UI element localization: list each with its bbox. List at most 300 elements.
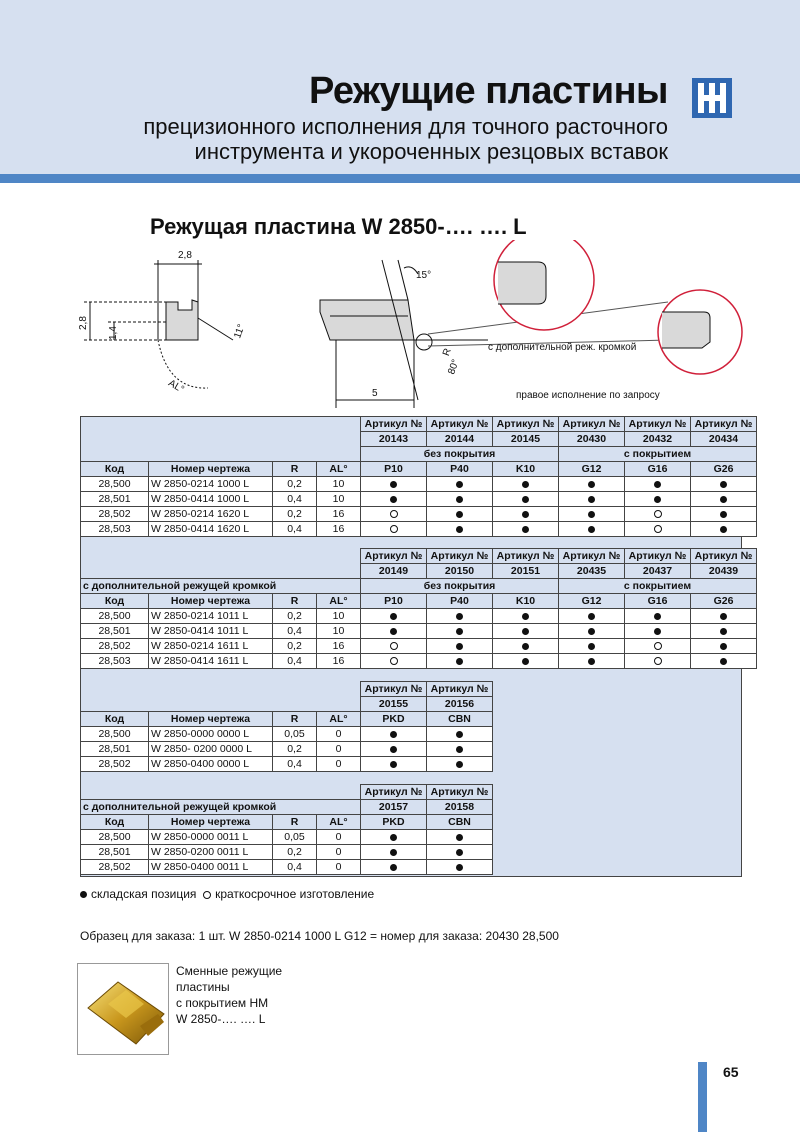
stock-dot-icon [456,849,463,856]
col-header-drawing: Номер чертежа [149,462,273,477]
article-label: Артикул № [361,549,427,564]
stock-dot-icon [390,496,397,503]
availability-cell [361,522,427,537]
availability-cell [361,507,427,522]
blank-cell [81,682,361,697]
availability-cell [691,639,757,654]
stock-dot-icon [456,496,463,503]
r-cell: 0,4 [273,757,317,772]
photo-caption [176,963,282,1027]
article-label: Артикул № [691,417,757,432]
article-number: 20150 [427,564,493,579]
stock-dot-icon [588,628,595,635]
stock-dot-icon [456,761,463,768]
stock-dot-icon [720,658,727,665]
article-number-row [81,800,493,815]
code-cell: 28,502 [81,860,149,875]
drawing-cell: W 2850-0414 1000 L [149,492,273,507]
article-label: Артикул № [625,417,691,432]
r-cell: 0,2 [273,507,317,522]
blank-cell [81,417,361,432]
short-term-ring-icon [390,642,398,650]
availability-cell [427,860,493,875]
code-cell: 28,501 [81,845,149,860]
article-label: Артикул № [493,549,559,564]
page-title: Режущие пластины [309,70,668,112]
dim-top-label: 2,8 [178,250,192,261]
stock-dot-icon [588,643,595,650]
code-cell: 28,502 [81,757,149,772]
r-cell: 0,2 [273,742,317,757]
article-label: Артикул № [427,682,493,697]
article-number: 20432 [625,432,691,447]
photo-caption-line: Сменные режущие [176,964,283,978]
short-term-ring-icon [654,657,662,665]
stock-dot-icon [588,658,595,665]
article-label: Артикул № [427,785,493,800]
angle-top-label: 15° [416,270,432,281]
article-label: Артикул № [625,549,691,564]
drawing-cell: W 2850-0214 1611 L [149,639,273,654]
group-uncoated: без покрытия [361,447,559,462]
column-header-row [81,462,757,477]
article-number-row [81,564,757,579]
code-cell: 28,500 [81,609,149,624]
grade-header: G16 [625,462,691,477]
availability-cell [427,609,493,624]
article-label: Артикул № [559,417,625,432]
article-number: 20156 [427,697,493,712]
blank-cell [81,697,361,712]
article-number: 20151 [493,564,559,579]
brand-logo [692,78,732,118]
stock-dot-icon [588,511,595,518]
article-label: Артикул № [691,549,757,564]
availability-cell [691,477,757,492]
grade-header: G26 [691,462,757,477]
grade-header: G12 [559,594,625,609]
insert-photo [77,963,169,1055]
code-cell: 28,503 [81,654,149,669]
code-cell: 28,500 [81,477,149,492]
short-term-ring-icon [203,891,211,899]
availability-cell [559,624,625,639]
availability-cell [361,609,427,624]
availability-cell [493,522,559,537]
table-row [81,609,757,624]
code-cell: 28,501 [81,742,149,757]
page-subtitle-line1: прецизионного исполнения для точного расточного [143,114,668,139]
article-number: 20158 [427,800,493,815]
al-cell: 0 [317,860,361,875]
col-header-al: AL° [317,815,361,830]
stock-dot-icon [456,481,463,488]
column-header-row [81,594,757,609]
r-cell: 0,4 [273,522,317,537]
stock-dot-icon [390,746,397,753]
dim-bottom-label: 5 [372,388,378,399]
availability-cell [559,492,625,507]
availability-cell [361,492,427,507]
code-cell: 28,503 [81,522,149,537]
availability-cell [559,522,625,537]
r-cell: 0,4 [273,860,317,875]
col-header-drawing: Номер чертежа [149,712,273,727]
al-cell: 0 [317,727,361,742]
code-cell: 28,502 [81,639,149,654]
table-row [81,639,757,654]
availability-cell [427,477,493,492]
dim-left-inner-label: 1,4 [108,326,119,340]
stock-dot-icon [588,526,595,533]
article-number: 20434 [691,432,757,447]
al-cell: 10 [317,624,361,639]
column-header-row [81,712,493,727]
al-cell: 10 [317,477,361,492]
stock-dot-icon [390,864,397,871]
availability-cell [493,477,559,492]
stock-dot-icon [456,864,463,871]
table2-table [80,548,757,669]
stock-dot-icon [456,643,463,650]
grade-header: P40 [427,594,493,609]
short-term-ring-icon [654,642,662,650]
article-label-row [81,785,493,800]
availability-cell [691,492,757,507]
stock-dot-icon [522,613,529,620]
stock-dot-icon [654,481,661,488]
availability-cell [361,727,427,742]
code-cell: 28,500 [81,830,149,845]
r-cell: 0,2 [273,639,317,654]
stock-dot-icon [456,613,463,620]
article-number-row [81,697,493,712]
table-row [81,654,757,669]
stock-dot-icon [720,643,727,650]
table-row [81,742,493,757]
photo-caption-line: пластины [176,980,230,994]
stock-dot-icon [720,613,727,620]
stock-dot-icon [390,481,397,488]
article-number: 20149 [361,564,427,579]
drawing-cell: W 2850-0214 1011 L [149,609,273,624]
article-number: 20155 [361,697,427,712]
section-title: Режущая пластина W 2850-…. …. L [150,214,527,239]
stock-dot-icon [456,834,463,841]
grade-header: K10 [493,462,559,477]
col-header-code: Код [81,815,149,830]
availability-cell [361,639,427,654]
stock-dot-icon [720,628,727,635]
table1-table [80,416,757,537]
availability-cell [559,609,625,624]
extra-edge-label: с дополнительной режущей кромкой [81,800,361,815]
code-cell: 28,501 [81,492,149,507]
stock-dot-icon [522,481,529,488]
article-label: Артикул № [361,785,427,800]
availability-cell [427,757,493,772]
r-cell: 0,2 [273,477,317,492]
grade-header: K10 [493,594,559,609]
angle-right-label: 11° [232,322,248,341]
stock-dot-icon [390,613,397,620]
r-cell: 0,4 [273,654,317,669]
availability-cell [691,654,757,669]
callout-extra-edge: с дополнительной реж. кромкой [488,342,637,353]
stock-dot-icon [390,849,397,856]
photo-caption-line: с покрытием HM [176,996,269,1010]
stock-dot-icon [80,891,87,898]
grade-header: P10 [361,462,427,477]
availability-cell [691,609,757,624]
drawing-cell: W 2850-0000 0011 L [149,830,273,845]
grade-header: PKD [361,712,427,727]
stock-dot-icon [720,511,727,518]
article-number: 20439 [691,564,757,579]
al-cell: 0 [317,757,361,772]
availability-cell [427,845,493,860]
table-row [81,522,757,537]
stock-dot-icon [522,628,529,635]
article-number: 20143 [361,432,427,447]
availability-cell [493,609,559,624]
article-label: Артикул № [427,549,493,564]
extra-edge-label: с дополнительной режущей кромкой [81,579,361,594]
availability-cell [625,639,691,654]
drawing-cell: W 2850-0400 0011 L [149,860,273,875]
availability-cell [625,654,691,669]
angle-80-label: 80° [446,358,462,377]
article-label: Артикул № [493,417,559,432]
drawing-cell: W 2850- 0200 0000 L [149,742,273,757]
article-label: Артикул № [559,549,625,564]
availability-cell [427,507,493,522]
blank-cell [81,785,361,800]
short-term-ring-icon [390,525,398,533]
article-number-row [81,432,757,447]
article-label-row [81,549,757,564]
availability-cell [427,522,493,537]
al-cell: 16 [317,522,361,537]
col-header-code: Код [81,462,149,477]
grade-header: CBN [427,815,493,830]
stock-dot-icon [456,526,463,533]
availability-cell [493,507,559,522]
stock-dot-icon [456,731,463,738]
availability-cell [361,654,427,669]
article-number: 20145 [493,432,559,447]
availability-cell [691,624,757,639]
availability-cell [427,492,493,507]
group-row [81,579,757,594]
code-cell: 28,502 [81,507,149,522]
al-cell: 0 [317,845,361,860]
stock-dot-icon [654,496,661,503]
article-label: Артикул № [361,417,427,432]
table4-table [80,784,493,875]
article-label: Артикул № [427,417,493,432]
blank-cell [81,447,361,462]
legend-short-term: краткосрочное изготовление [215,887,375,901]
article-number: 20144 [427,432,493,447]
legend-stock: складская позиция [91,887,197,901]
table-row [81,507,757,522]
stock-dot-icon [390,834,397,841]
stock-dot-icon [390,628,397,635]
col-header-al: AL° [317,462,361,477]
al-cell: 0 [317,742,361,757]
availability-cell [559,507,625,522]
al-cell: 10 [317,492,361,507]
grade-header: CBN [427,712,493,727]
col-header-code: Код [81,712,149,727]
table-row [81,860,493,875]
page-accent-bar [698,1062,707,1132]
article-number: 20157 [361,800,427,815]
al-cell: 0 [317,830,361,845]
availability-cell [625,609,691,624]
stock-dot-icon [390,761,397,768]
grade-header: G12 [559,462,625,477]
stock-dot-icon [720,496,727,503]
table-row [81,492,757,507]
al-cell: 16 [317,507,361,522]
dim-left-outer-label: 2,8 [78,316,89,330]
short-term-ring-icon [654,510,662,518]
article-label-row [81,682,493,697]
stock-dot-icon [720,481,727,488]
group-coated: с покрытием [559,579,757,594]
availability-cell [493,624,559,639]
availability-cell [427,654,493,669]
drawing-cell: W 2850-0214 1620 L [149,507,273,522]
article-label-row [81,417,757,432]
stock-dot-icon [522,643,529,650]
col-header-r: R [273,462,317,477]
availability-cell [625,522,691,537]
drawing-cell: W 2850-0414 1620 L [149,522,273,537]
availability-cell [361,757,427,772]
angle-al-label: AL° [166,377,186,396]
availability-cell [559,639,625,654]
availability-cell [559,654,625,669]
col-header-drawing: Номер чертежа [149,594,273,609]
code-cell: 28,500 [81,727,149,742]
radius-label: R [440,346,454,358]
article-label: Артикул № [361,682,427,697]
legend [80,887,374,901]
drawing-cell: W 2850-0414 1011 L [149,624,273,639]
availability-cell [625,507,691,522]
stock-dot-icon [654,613,661,620]
r-cell: 0,2 [273,845,317,860]
availability-cell [625,624,691,639]
table-row [81,845,493,860]
stock-dot-icon [456,746,463,753]
availability-cell [361,830,427,845]
al-cell: 16 [317,654,361,669]
page-number: 65 [723,1064,739,1080]
insert-technical-drawing [68,240,748,412]
stock-dot-icon [456,658,463,665]
short-term-ring-icon [390,657,398,665]
table-row [81,757,493,772]
table-row [81,830,493,845]
drawing-cell: W 2850-0400 0000 L [149,757,273,772]
stock-dot-icon [390,731,397,738]
availability-cell [427,727,493,742]
availability-cell [361,742,427,757]
stock-dot-icon [522,658,529,665]
stock-dot-icon [588,496,595,503]
drawing-cell: W 2850-0214 1000 L [149,477,273,492]
table-row [81,624,757,639]
stock-dot-icon [456,628,463,635]
r-cell: 0,05 [273,727,317,742]
blank-cell [81,564,361,579]
availability-cell [493,492,559,507]
availability-cell [427,830,493,845]
stock-dot-icon [654,628,661,635]
stock-dot-icon [522,496,529,503]
grade-header: P10 [361,594,427,609]
stock-dot-icon [588,481,595,488]
col-header-r: R [273,594,317,609]
availability-cell [559,477,625,492]
code-cell: 28,501 [81,624,149,639]
stock-dot-icon [522,526,529,533]
column-header-row [81,815,493,830]
col-header-al: AL° [317,594,361,609]
callout-right-version: правое исполнение по запросу [516,390,660,401]
col-header-drawing: Номер чертежа [149,815,273,830]
drawing-cell: W 2850-0000 0000 L [149,727,273,742]
group-uncoated: без покрытия [361,579,559,594]
table3-table [80,681,493,772]
col-header-r: R [273,712,317,727]
stock-dot-icon [522,511,529,518]
stock-dot-icon [588,613,595,620]
header-stripe [0,174,800,183]
r-cell: 0,05 [273,830,317,845]
drawing-cell: W 2850-0414 1611 L [149,654,273,669]
grade-header: G26 [691,594,757,609]
blank-cell [81,549,361,564]
stock-dot-icon [456,511,463,518]
col-header-r: R [273,815,317,830]
al-cell: 16 [317,639,361,654]
availability-cell [691,522,757,537]
table-row [81,477,757,492]
article-number: 20437 [625,564,691,579]
availability-cell [493,654,559,669]
article-number: 20430 [559,432,625,447]
col-header-al: AL° [317,712,361,727]
grade-header: P40 [427,462,493,477]
availability-cell [361,860,427,875]
al-cell: 10 [317,609,361,624]
grade-header: G16 [625,594,691,609]
availability-cell [691,507,757,522]
blank-cell [81,432,361,447]
r-cell: 0,4 [273,624,317,639]
availability-cell [493,639,559,654]
col-header-code: Код [81,594,149,609]
r-cell: 0,2 [273,609,317,624]
group-row [81,447,757,462]
table-row [81,727,493,742]
group-coated: с покрытием [559,447,757,462]
